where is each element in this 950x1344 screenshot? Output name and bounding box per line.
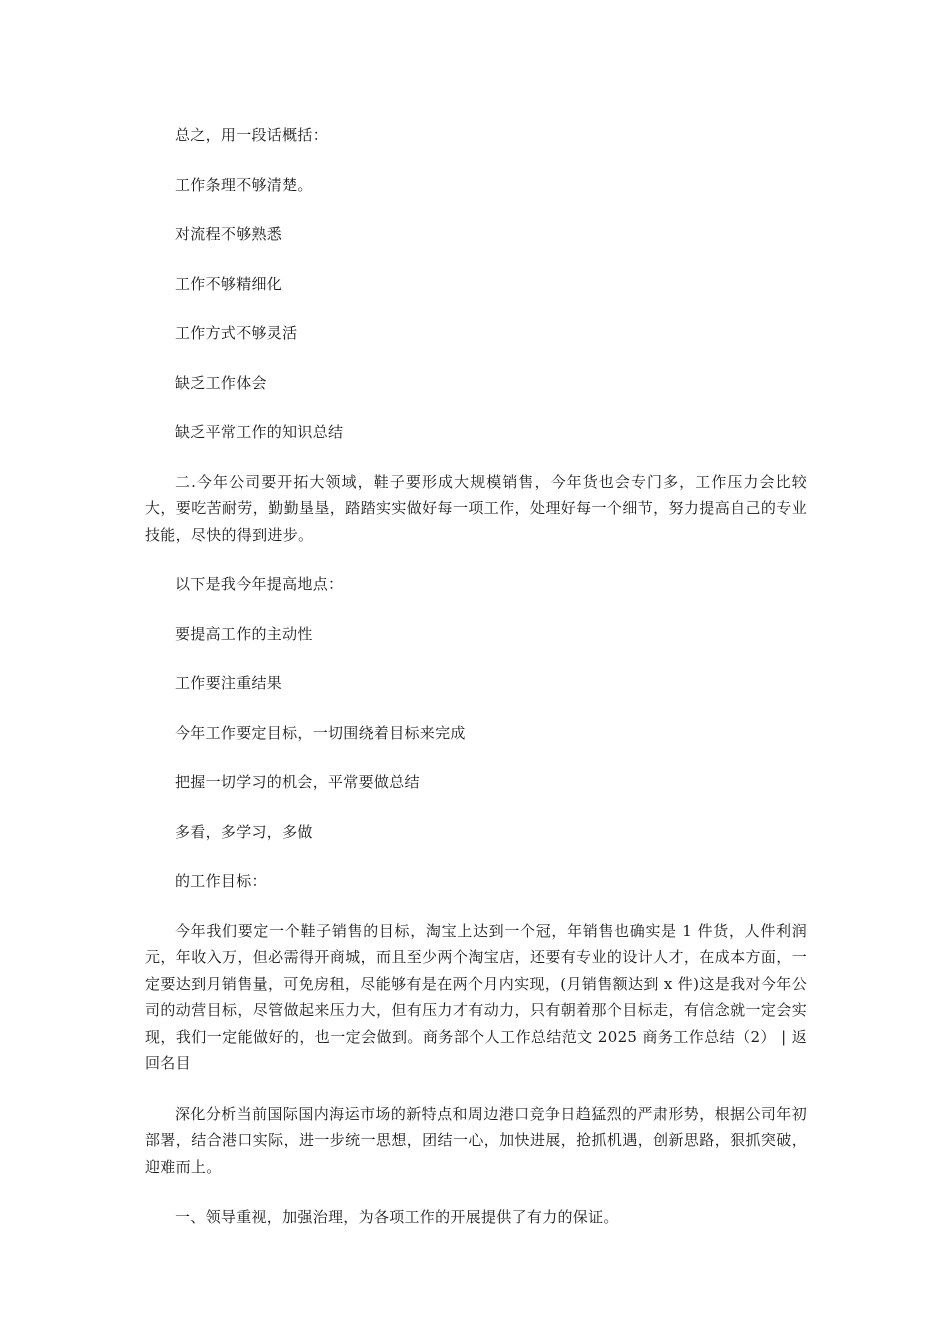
paragraph-point: 工作条理不够清楚。 (175, 175, 313, 194)
paragraph-point: 要提高工作的主动性 (175, 624, 313, 643)
paragraph-point: 工作方式不够灵活 (175, 324, 298, 342)
paragraph-point: 今年工作要定目标，一切围绕着目标来完成 (175, 723, 466, 742)
document-body (145, 122, 807, 1231)
paragraph-point: 对流程不够熟悉 (175, 225, 283, 243)
paragraph-goal-heading: 的工作目标： (175, 872, 267, 890)
paragraph-point: 多看，多学习，多做 (175, 822, 313, 841)
paragraph-point: 工作不够精细化 (175, 274, 283, 293)
paragraph-leadership: 一、领导重视，加强治理，为各项工作的开展提供了有力的保证。 (175, 1208, 619, 1226)
paragraph-summary-intro: 总之，用一段话概括： (175, 126, 329, 144)
paragraph-point: 把握一切学习的机会，平常要做总结 (175, 773, 420, 791)
paragraph-point: 缺乏工作体会 (175, 373, 267, 392)
paragraph-improvement-intro: 以下是我今年提高地点： (175, 575, 344, 593)
paragraph-point: 缺乏平常工作的知识总结 (175, 423, 344, 441)
paragraph-section-two: 二.今年公司要开拓大领域，鞋子要形成大规模销售，今年货也会专门多，工作压力会比较大，要吃苦耐劳，勤勤垦垦，踏踏实实做好每一项工作，处理好每一个细节，努力提高自己的专业技能，尽快的得到进步。 (145, 472, 807, 544)
paragraph-point: 工作要注重结果 (175, 674, 283, 692)
paragraph-market-analysis: 深化分析当前国际国内海运市场的新特点和周边港口竞争日趋猛烈的严肃形势，根据公司年初部署，结合港口实际，进一步统一思想，团结一心，加快进展，抢抓机遇，创新思路，狠抓突破，迎难而上。 (145, 1104, 807, 1176)
paragraph-sales-goal: 今年我们要定一个鞋子销售的目标，淘宝上达到一个冠，年销售也确实是 1 件货，人件利润元，年收入万，但必需得开商城，而且至少两个淘宝店，还要有专业的设计人才，在成本方面，一定要达到月销售量，可免房租，尽能够有是在两个月内实现，(月销售额达到 x 件)这是我对今年公司的动营目标，尽管做起来压力大，但有压力才有动力，只有朝着那个目标走，有信念就一定会实现，我们一定能做好的，也一定会做到。商务部个人工作总结范文 2025 商务工作总结（2） | 返回名目 (145, 921, 807, 1072)
